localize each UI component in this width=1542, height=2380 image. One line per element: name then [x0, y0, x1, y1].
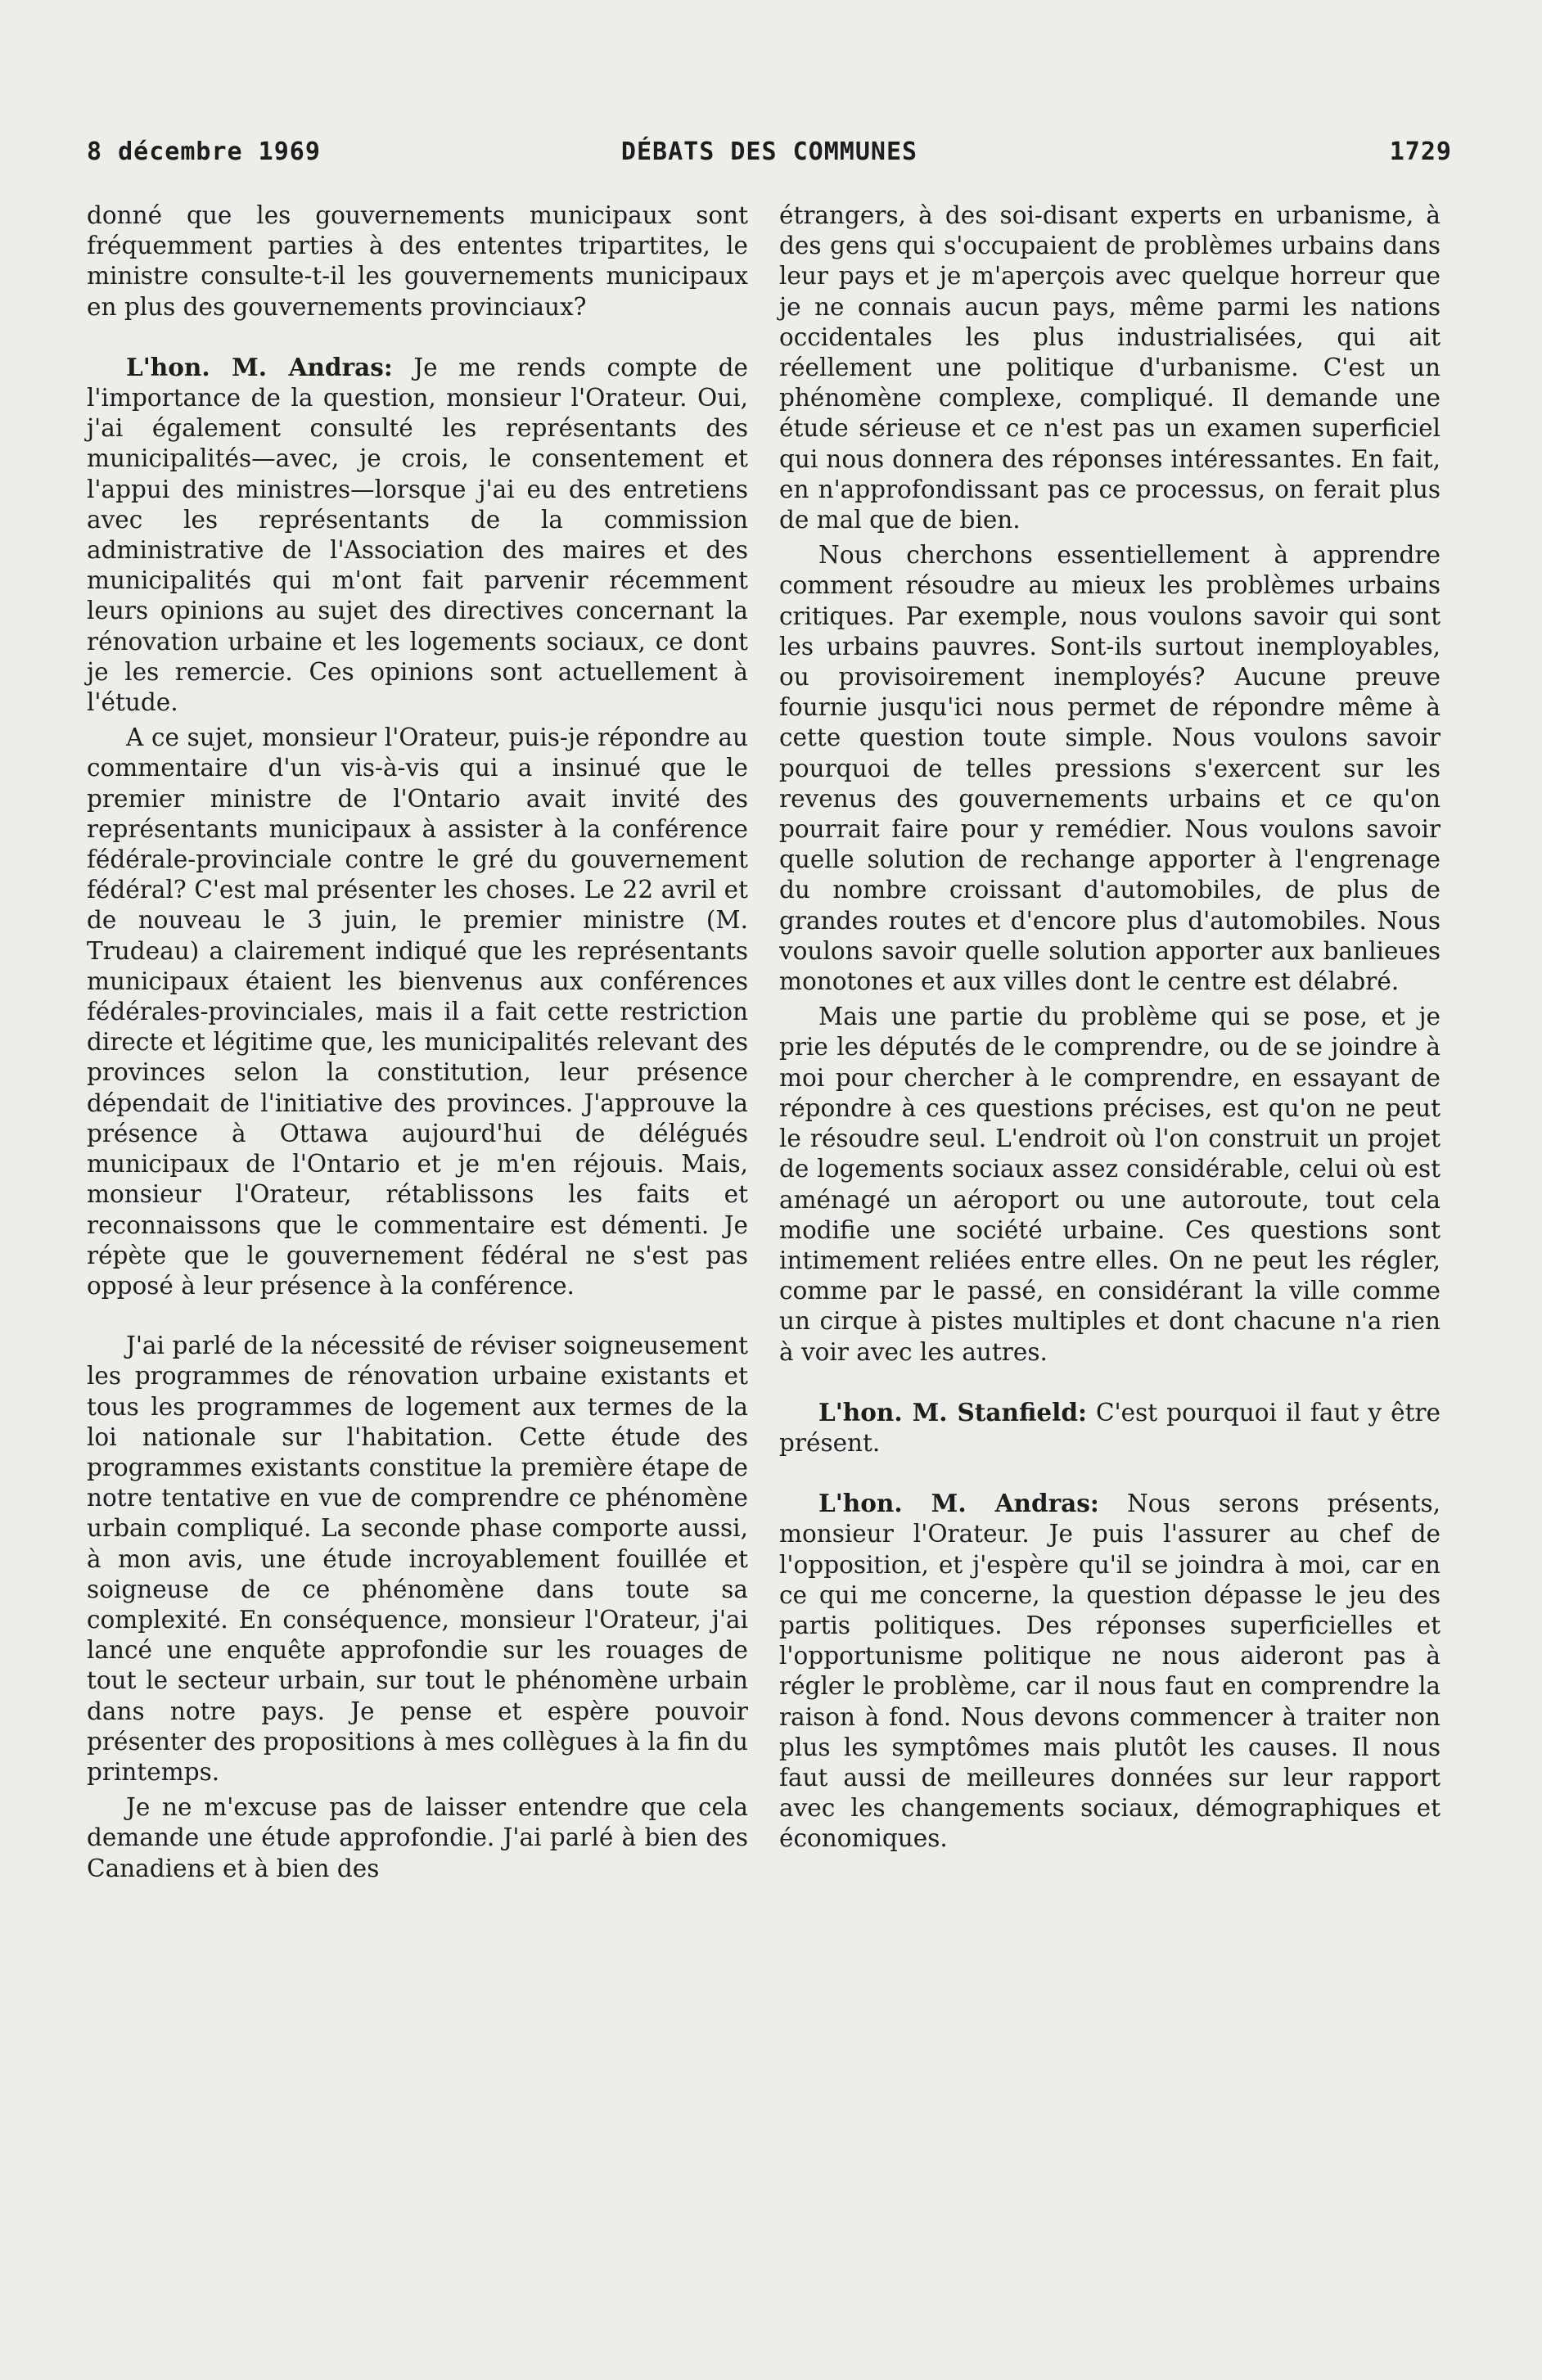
right-paragraph-1: étrangers, à des soi-disant experts en urbanisme, à des gens qui s'occupaient de problèmes urbains dans leur pays et je m'aperçois avec quelque horreur que je ne connais aucun pays, même parmi les nations occidentales les plus industrialisées, qui ait réellement une politique d'urbanisme. C'est un phénomène complexe, compliqué. Il demande une étude sérieuse et ce n'est pas un examen superficiel qui nous donnera des réponses intéressantes. En fait, en n'approfondissant pas ce processus, on ferait plus de mal que de bien. — [779, 201, 1441, 534]
left-paragraph-2 — [87, 352, 748, 718]
speaker-name: L'hon. M. Andras: — [126, 352, 393, 381]
speech-text: Nous serons présents, monsieur l'Orateur. Je puis l'assurer au chef de l'opposition, et j'espère qu'il se joindra à moi, car en ce qui me concerne, la question dépasse le jeu des partis politiques. Des réponses superficielles et l'opportunisme politique ne nous aideront pas à régler le problème, car il nous faut en comprendre la raison à fond. Nous devons commencer à traiter non plus les symptômes mais plutôt les causes. Il nous faut aussi de meilleures données sur leur rapport avec les changements sociaux, démographiques et économiques. — [779, 1490, 1441, 1853]
header-date: 8 décembre 1969 — [87, 137, 321, 166]
speaker-name: L'hon. M. Andras: — [818, 1489, 1099, 1518]
left-paragraph-5: Je ne m'excuse pas de laisser entendre que cela demande une étude approfondie. J'ai parlé à bien des Canadiens et à bien des — [87, 1793, 748, 1882]
page-header — [87, 137, 1452, 174]
right-paragraph-3: Mais une partie du problème qui se pose, et je prie les députés de le comprendre, ou de se joindre à moi pour chercher à le comprendre, en essayant de répondre à ces questions précises, est qu'on ne peut le résoudre seul. L'endroit où l'on construit un projet de logements sociaux assez considérable, celui où est aménagé un aéroport ou une autoroute, tout cela modifie une société urbaine. Ces questions sont intimement reliées entre elles. On ne peut les régler, comme par le passé, en considérant la ville comme un cirque à pistes multiples et dont chacune n'a rien à voir avec les autres. — [779, 1003, 1441, 1366]
left-column — [87, 201, 748, 1884]
left-paragraph-4: J'ai parlé de la nécessité de réviser soigneusement les programmes de rénovation urbaine existants et tous les programmes de logement aux termes de la loi nationale sur l'habitation. Cette étude des programmes existants constitue la première étape de notre tentative en vue de comprendre ce phénomène urbain compliqué. La seconde phase comporte aussi, à mon avis, une étude incroyablement fouillée et soigneuse de ce phénomène dans toute sa complexité. En conséquence, monsieur l'Orateur, j'ai lancé une enquête approfondie sur les rouages de tout le secteur urbain, sur tout le phénomène urbain dans notre pays. Je pense et espère pouvoir présenter des propositions à mes collègues à la fin du printemps. — [87, 1332, 748, 1786]
left-paragraph-3: A ce sujet, monsieur l'Orateur, puis-je répondre au commentaire d'un vis-à-vis qui a insinué que le premier ministre de l'Ontario avait invité des représentants municipaux à assister à la conférence fédérale-provinciale contre le gré du gouvernement fédéral? C'est mal présenter les choses. Le 22 avril et de nouveau le 3 juin, le premier ministre (M. Trudeau) a clairement indiqué que les représentants municipaux étaient les bienvenus aux conférences fédérales-provinciales, mais il a fait cette restriction directe et légitime que, les municipalités relevant des provinces selon la constitution, leur présence dépendait de l'initiative des provinces. J'approuve la présence à Ottawa aujourd'hui de délégués municipaux de l'Ontario et je m'en réjouis. Mais, monsieur l'Orateur, rétablissons les faits et reconnaissons que le commentaire est démenti. Je répète que le gouvernement fédéral ne s'est pas opposé à leur présence à la conférence. — [87, 723, 748, 1300]
speech-text: Je me rends compte de l'importance de la question, monsieur l'Orateur. Oui, j'ai également consulté les représentants des municipalités—avec, je crois, le consentement et l'appui des ministres—lorsque j'ai eu des entretiens avec les représentants de la commission administrative de l'Association des maires et des municipalités qui m'ont fait parvenir récemment leurs opinions au sujet des directives concernant la rénovation urbaine et les logements sociaux, ce dont je les remercie. Ces opinions sont actuellement à l'étude. — [87, 353, 748, 717]
speaker-name: L'hon. M. Stanfield: — [818, 1397, 1087, 1427]
header-page-number: 1729 — [1389, 137, 1452, 166]
header-title: DÉBATS DES COMMUNES — [620, 137, 918, 166]
right-column — [779, 201, 1441, 1855]
speech-text: C'est pourquoi il faut y être présent. — [779, 1398, 1441, 1457]
right-paragraph-5 — [779, 1488, 1441, 1854]
left-paragraph-1: donné que les gouvernements municipaux sont fréquemment parties à des ententes tripartites, le ministre consulte-t-il les gouvernements municipaux en plus des gouvernements provinciaux? — [87, 201, 748, 321]
right-paragraph-4 — [779, 1397, 1441, 1458]
right-paragraph-2: Nous cherchons essentiellement à apprendre comment résoudre au mieux les problèmes urbains critiques. Par exemple, nous voulons savoir qui sont les urbains pauvres. Sont-ils surtout inemployables, ou provisoirement inemployés? Aucune preuve fournie jusqu'ici nous permet de répondre même à cette question toute simple. Nous voulons savoir pourquoi de telles pressions s'exercent sur les revenus des gouvernements urbains et ce qu'on pourrait faire pour y remédier. Nous voulons savoir quelle solution de rechange apporter à l'engrenage du nombre croissant d'automobiles, de plus de grandes routes et d'encore plus d'automobiles. Nous voulons savoir quelle solution apporter aux banlieues monotones et aux villes dont le centre est délabré. — [779, 541, 1441, 996]
